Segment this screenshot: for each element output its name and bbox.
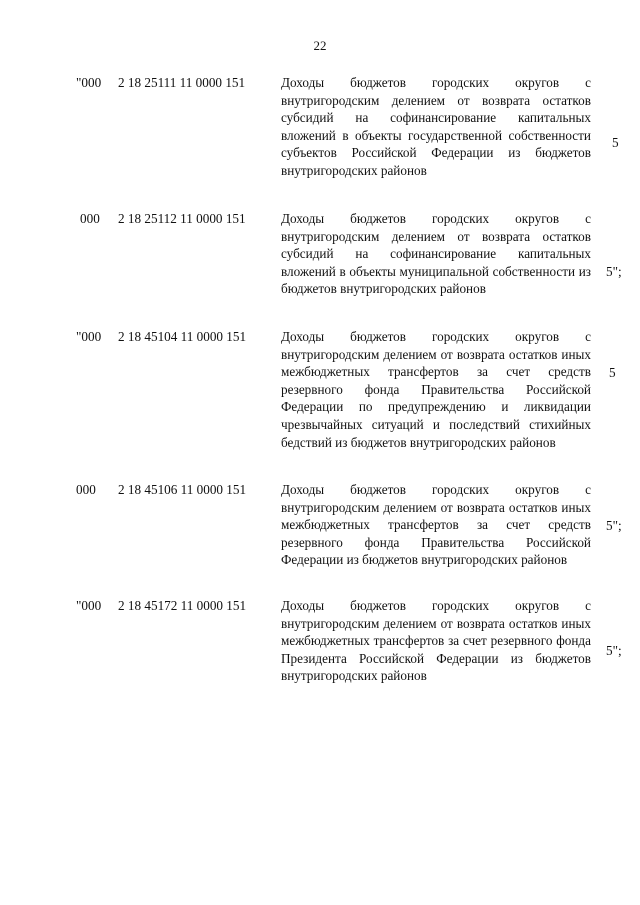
row-prefix: 000 — [76, 482, 96, 497]
row-code: 2 18 25111 11 0000 151 — [118, 75, 246, 90]
row-description: Доходы бюджетов городских округов с внутригородским делением от возврата остатков иных межбюджетных трансфертов за счет резервного фонда Президента Российской Федерации из бюджетов внутригородских районов — [281, 598, 591, 684]
row-group: 5 — [609, 365, 616, 380]
row-prefix: "000 — [76, 329, 102, 344]
row-group: 5"; — [606, 264, 622, 279]
row-code: 2 18 25112 11 0000 151 — [118, 211, 246, 226]
row-prefix: "000 — [76, 75, 102, 90]
row-description: Доходы бюджетов городских округов с внутригородским делением от возврата остатков субсидий на софинансирование капитальных вложений в объекты муниципальной собственности из бюджетов внутригородских районов — [281, 211, 591, 297]
row-code: 2 18 45106 11 0000 151 — [118, 482, 247, 497]
row-prefix: 000 — [80, 211, 100, 226]
row-code: 2 18 45104 11 0000 151 — [118, 329, 247, 344]
page-number: 22 — [313, 38, 327, 53]
row-description: Доходы бюджетов городских округов с внутригородским делением от возврата остатков иных межбюджетных трансфертов за счет средств резервного фонда Правительства Российской Федерации из бюджетов внутригородских районов — [281, 482, 591, 568]
row-group: 5 — [612, 135, 619, 150]
row-group: 5"; — [606, 643, 622, 658]
row-description: Доходы бюджетов городских округов с внутригородским делением от возврата остатков субсидий на софинансирование капитальных вложений в объекты государственной собственности субъектов Российской Федерации из бюджетов внутригородских районов — [281, 75, 591, 178]
row-prefix: "000 — [76, 598, 102, 613]
row-code: 2 18 45172 11 0000 151 — [118, 598, 247, 613]
row-group: 5"; — [606, 518, 622, 533]
row-description: Доходы бюджетов городских округов с внутригородским делением от возврата остатков иных межбюджетных трансфертов за счет средств резервного фонда Правительства Российской Федерации по предупреждению и ликвидации чрезвычайных ситуаций и последствий стихийных бедствий из бюджетов внутригородских районов — [281, 329, 591, 450]
